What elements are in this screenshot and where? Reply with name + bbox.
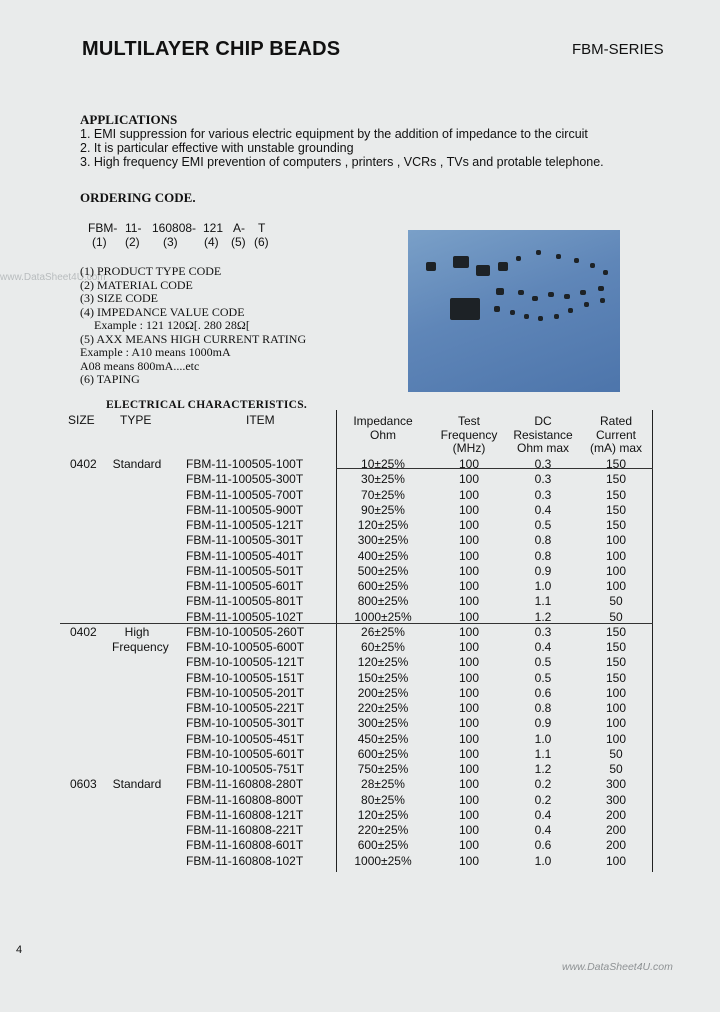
cell-item: FBM-11-100505-300T: [186, 472, 304, 487]
applications-heading: APPLICATIONS: [80, 112, 178, 127]
cell-dc: 0.9: [534, 716, 552, 731]
cell-dc: 0.4: [534, 640, 552, 654]
cell-item: FBM-11-100505-102T: [186, 609, 304, 624]
cell-item: FBM-10-100505-260T: [186, 624, 305, 639]
cell-item: FBM-11-160808-280T: [186, 777, 304, 792]
col-header-rated-current: Rated Current (mA) max: [590, 414, 642, 455]
cell-dc: 0.2: [534, 792, 552, 807]
cell-imp: 400±25%: [357, 548, 409, 563]
ordering-heading: ORDERING CODE.: [80, 190, 196, 205]
code-part: 160808-: [152, 221, 197, 235]
cell-imp: 200±25%: [357, 685, 409, 700]
cell-freq: 100: [458, 518, 480, 532]
cell-dc: 0.8: [534, 548, 552, 563]
table-row: [0, 747, 720, 762]
code-part: 121: [203, 221, 224, 235]
legend-line: (6) TAPING: [80, 372, 140, 386]
cell-freq: 100: [458, 746, 480, 761]
page-title: MULTILAYER CHIP BEADS: [82, 38, 341, 60]
cell-cur: 50: [609, 594, 623, 609]
cell-item: FBM-11-160808-800T: [186, 792, 304, 807]
cell-dc: 0.9: [534, 563, 552, 578]
cell-item: FBM-11-160808-221T: [186, 823, 304, 837]
watermark: www.DataSheet4U.com: [562, 961, 673, 973]
table-row: [0, 671, 720, 686]
code-part: T: [258, 221, 266, 235]
cell-dc: 0.3: [534, 457, 552, 471]
watermark: www.DataSheet4U.com: [0, 272, 106, 283]
cell-item: FBM-11-100505-501T: [186, 563, 304, 578]
cell-cur: 150: [605, 502, 627, 517]
table-row: [0, 457, 720, 472]
cell-cur: 150: [605, 670, 627, 685]
table-row: [0, 808, 720, 823]
code-index: (6): [254, 235, 269, 249]
cell-dc: 1.0: [534, 579, 552, 593]
cell-cur: 100: [605, 533, 627, 548]
cell-imp: 220±25%: [357, 701, 409, 715]
cell-freq: 100: [458, 655, 480, 670]
cell-imp: 500±25%: [357, 563, 409, 578]
col-header-type: TYPE: [120, 413, 152, 427]
cell-item: FBM-11-160808-121T: [186, 807, 304, 822]
table-row: [0, 762, 720, 777]
cell-freq: 100: [458, 670, 480, 685]
cell-item: FBM-11-100505-801T: [186, 594, 304, 609]
code-index: (1): [92, 235, 107, 249]
cell-imp: 30±25%: [361, 472, 405, 487]
cell-cur: 100: [605, 701, 627, 715]
cell-dc: 1.0: [534, 731, 552, 746]
cell-dc: 0.3: [534, 487, 552, 502]
cell-freq: 100: [458, 472, 480, 487]
cell-imp: 10±25%: [361, 457, 405, 471]
table-row: [0, 655, 720, 670]
cell-size: 0603: [70, 777, 97, 792]
legend-line: Example : A10 means 1000mA: [80, 345, 231, 359]
cell-item: FBM-10-100505-601T: [186, 746, 305, 761]
cell-dc: 0.4: [534, 823, 552, 837]
col-header-item: ITEM: [246, 413, 275, 427]
cell-freq: 100: [458, 640, 480, 654]
cell-freq: 100: [458, 457, 480, 471]
cell-freq: 100: [458, 762, 480, 776]
cell-dc: 0.3: [534, 472, 552, 487]
table-row: [0, 533, 720, 548]
legend-line: (3) SIZE CODE: [80, 291, 158, 305]
cell-freq: 100: [458, 487, 480, 502]
cell-size: 0402: [70, 457, 97, 471]
code-part: 11-: [125, 221, 142, 235]
application-item: 1. EMI suppression for various electric equipment by the addition of impedance to the circuit: [80, 127, 588, 141]
cell-imp: 600±25%: [357, 579, 409, 593]
cell-item: FBM-10-100505-301T: [186, 716, 305, 731]
cell-cur: 100: [605, 685, 627, 700]
cell-freq: 100: [458, 853, 480, 868]
cell-dc: 0.3: [534, 624, 552, 639]
table-row: [0, 579, 720, 594]
cell-cur: 200: [605, 838, 627, 853]
cell-imp: 150±25%: [357, 670, 409, 685]
cell-freq: 100: [458, 685, 480, 700]
cell-cur: 100: [605, 731, 627, 746]
table-row: [0, 625, 720, 640]
cell-imp: 1000±25%: [354, 853, 412, 868]
table-row: [0, 594, 720, 609]
cell-freq: 100: [458, 563, 480, 578]
code-index: (3): [163, 235, 178, 249]
cell-dc: 1.2: [534, 762, 552, 776]
col-header-frequency: Test Frequency (MHz): [440, 414, 498, 455]
cell-imp: 80±25%: [361, 792, 405, 807]
cell-cur: 150: [605, 457, 627, 471]
cell-dc: 0.4: [534, 502, 552, 517]
cell-cur: 200: [605, 807, 627, 822]
cell-item: FBM-11-100505-401T: [186, 548, 304, 563]
table-row: [0, 472, 720, 487]
legend-line: (1) PRODUCT TYPE CODE: [80, 264, 222, 278]
cell-freq: 100: [458, 792, 480, 807]
cell-imp: 28±25%: [361, 777, 405, 792]
cell-item: FBM-11-160808-601T: [186, 838, 304, 853]
cell-item: FBM-11-100505-700T: [186, 487, 304, 502]
cell-freq: 100: [458, 701, 480, 715]
cell-item: FBM-10-100505-600T: [186, 640, 305, 654]
table-row: [0, 564, 720, 579]
cell-cur: 300: [605, 792, 627, 807]
legend-line: (5) AXX MEANS HIGH CURRENT RATING: [80, 331, 307, 346]
code-part: A-: [233, 221, 245, 235]
cell-item: FBM-10-100505-121T: [186, 655, 305, 670]
cell-dc: 0.5: [534, 518, 552, 532]
cell-cur: 300: [605, 777, 627, 792]
code-part: FBM-: [88, 221, 118, 235]
cell-cur: 150: [605, 472, 627, 487]
cell-dc: 0.5: [534, 670, 552, 685]
cell-dc: 0.8: [534, 533, 552, 548]
series-label: FBM-SERIES: [572, 41, 664, 58]
cell-dc: 0.6: [534, 685, 552, 700]
cell-item: FBM-11-100505-100T: [186, 457, 304, 471]
cell-cur: 50: [609, 762, 623, 776]
table-row: [0, 838, 720, 853]
cell-dc: 0.6: [534, 838, 552, 853]
col-header-impedance: Impedance Ohm: [353, 414, 413, 442]
cell-cur: 100: [605, 716, 627, 731]
page-number: 4: [16, 944, 23, 956]
cell-dc: 1.1: [534, 746, 552, 761]
cell-cur: 50: [609, 746, 623, 761]
cell-cur: 150: [605, 518, 627, 532]
cell-freq: 100: [458, 716, 480, 731]
table-row: [0, 640, 720, 655]
cell-item: FBM-11-100505-301T: [186, 533, 304, 548]
cell-freq: 100: [458, 838, 480, 853]
cell-size: 0402: [70, 624, 97, 639]
cell-type: High: [124, 624, 150, 639]
cell-item: FBM-10-100505-221T: [186, 701, 305, 715]
table-row: [0, 518, 720, 533]
table-row: [0, 686, 720, 701]
electrical-heading: ELECTRICAL CHARACTERISTICS.: [106, 399, 308, 411]
cell-cur: 150: [605, 487, 627, 502]
cell-type: Frequency: [112, 640, 169, 654]
cell-dc: 1.0: [534, 853, 552, 868]
application-item: 3. High frequency EMI prevention of computers , printers , VCRs , TVs and protable telephone.: [80, 155, 604, 169]
cell-item: FBM-10-100505-151T: [186, 670, 305, 685]
cell-dc: 0.8: [534, 701, 552, 715]
cell-imp: 26±25%: [361, 624, 405, 639]
cell-imp: 300±25%: [357, 533, 409, 548]
cell-imp: 70±25%: [361, 487, 405, 502]
legend-line: Example : 121 120Ω[. 280 28Ω[: [94, 318, 250, 332]
table-row: [0, 716, 720, 731]
table-row: [0, 549, 720, 564]
code-index: (4): [204, 235, 219, 249]
table-row: [0, 777, 720, 792]
cell-imp: 90±25%: [361, 502, 405, 517]
cell-item: FBM-11-100505-121T: [186, 518, 304, 532]
cell-imp: 450±25%: [357, 731, 409, 746]
cell-cur: 100: [605, 579, 627, 593]
cell-imp: 600±25%: [357, 746, 409, 761]
cell-dc: 1.2: [534, 609, 552, 624]
cell-freq: 100: [458, 807, 480, 822]
cell-imp: 120±25%: [357, 807, 409, 822]
col-header-dc-resistance: DC Resistance Ohm max: [513, 414, 573, 455]
cell-freq: 100: [458, 609, 480, 624]
cell-cur: 100: [605, 563, 627, 578]
legend-line: (4) IMPEDANCE VALUE CODE: [80, 304, 245, 319]
application-item: 2. It is particular effective with unstable grounding: [80, 141, 354, 155]
product-photo: [408, 230, 620, 392]
cell-freq: 100: [458, 823, 480, 837]
table-row: [0, 854, 720, 869]
cell-imp: 120±25%: [357, 655, 409, 670]
cell-type: Standard: [112, 777, 162, 792]
cell-freq: 100: [458, 777, 480, 792]
code-legend: [80, 265, 306, 387]
cell-cur: 150: [605, 655, 627, 670]
code-index: (5): [231, 235, 246, 249]
cell-freq: 100: [458, 533, 480, 548]
cell-dc: 0.4: [534, 807, 552, 822]
cell-cur: 100: [605, 548, 627, 563]
table-row: [0, 823, 720, 838]
cell-type: Standard: [112, 457, 162, 471]
cell-item: FBM-10-100505-451T: [186, 731, 305, 746]
cell-item: FBM-10-100505-751T: [186, 762, 305, 776]
cell-dc: 0.5: [534, 655, 552, 670]
cell-freq: 100: [458, 624, 480, 639]
legend-line: (2) MATERIAL CODE: [80, 277, 193, 292]
table-row: [0, 701, 720, 716]
cell-freq: 100: [458, 502, 480, 517]
cell-imp: 60±25%: [361, 640, 405, 654]
cell-cur: 50: [609, 609, 623, 624]
table-row: [0, 610, 720, 625]
cell-imp: 800±25%: [357, 594, 409, 609]
col-header-size: SIZE: [68, 413, 95, 427]
cell-item: FBM-11-100505-900T: [186, 502, 304, 517]
table-row: [0, 732, 720, 747]
cell-item: FBM-10-100505-201T: [186, 685, 305, 700]
cell-dc: 0.2: [534, 777, 552, 792]
cell-cur: 150: [605, 640, 627, 654]
cell-freq: 100: [458, 731, 480, 746]
table-row: [0, 488, 720, 503]
cell-imp: 600±25%: [357, 838, 409, 853]
cell-item: FBM-11-160808-102T: [186, 853, 304, 868]
cell-dc: 1.1: [534, 594, 552, 609]
cell-imp: 1000±25%: [354, 609, 412, 624]
cell-cur: 100: [605, 853, 627, 868]
cell-freq: 100: [458, 594, 480, 609]
cell-item: FBM-11-100505-601T: [186, 579, 304, 593]
cell-freq: 100: [458, 548, 480, 563]
cell-imp: 220±25%: [357, 823, 409, 837]
cell-cur: 200: [605, 823, 627, 837]
legend-line: A08 means 800mA....etc: [80, 358, 200, 373]
cell-imp: 300±25%: [357, 716, 409, 731]
table-row: [0, 503, 720, 518]
cell-freq: 100: [458, 579, 480, 593]
cell-imp: 750±25%: [357, 762, 409, 776]
cell-cur: 150: [605, 624, 627, 639]
cell-imp: 120±25%: [357, 518, 409, 532]
table-row: [0, 793, 720, 808]
code-index: (2): [125, 235, 140, 249]
